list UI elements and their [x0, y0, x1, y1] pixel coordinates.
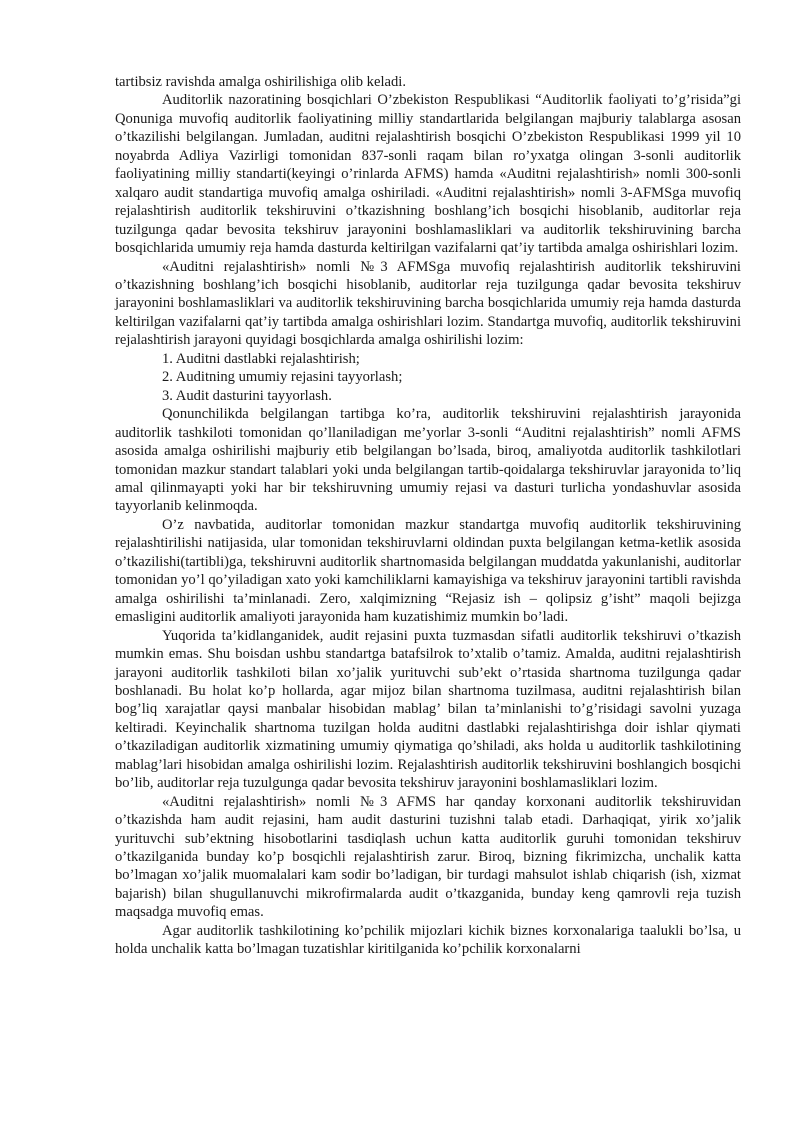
paragraph: «Auditni rejalashtirish» nomli №3 AFMSga muvofiq rejalashtirish auditorlik tekshiruvini o’tkazishning boshlang’ich bosqichi hisoblanib, auditorlar reja tuzilgunga qadar bevosita tekshiruv jarayonini boshlamasliklari va auditorlik tekshiruvining barcha bosqichlarida umumiy reja hamda dasturda keltirilgan vazifalarni qat’iy tartibda amalga oshirishlari lozim. Standartga muvofiq, auditorlik tekshiruvini rejalashtirish jarayoni quyidagi bosqichlarda amalga oshirilishi lozim:	[115, 258, 741, 349]
document-page	[115, 73, 741, 959]
paragraph: O’z navbatida, auditorlar tomonidan mazkur standartga muvofiq auditorlik tekshiruvining rejalashtirilishi natijasida, ular tomonidan tekshiruvlarni oldindan puxta belgilangan ketma-ketlik asosida o’tkazilishi(tartibli)ga, tekshiruvni auditorlik shartnomasida belgilangan muddatda yakunlanishi, auditorlar tomonidan yo’l qo’yiladigan xato yoki kamchiliklarni kamayishiga va tekshiruv jarayonini tartibli ravishda amalga oshirilishi ta’minlanadi. Zero, xalqimizning “Rejasiz ish – qolipsiz g’isht” maqoli bejizga emasligini auditorlik amaliyoti jarayonida ham kuzatishimiz mumkin bo’ladi.	[115, 516, 741, 626]
paragraph: Yuqorida ta’kidlanganidek, audit rejasini puxta tuzmasdan sifatli auditorlik tekshiruvi o’tkazish mumkin emas. Shu boisdan ushbu standartga batafsilrok to’xtalib o’tamiz. Amalda, auditni rejalashtirish jarayoni auditorlik tashkiloti bilan xo’jalik yurituvchi sub’ekt o’rtasida shartnoma tuzilgunga qadar boshlanadi. Bu holat ko’p hollarda, agar mijoz bilan shartnoma tuzilmasa, auditni rejalashtirish bilan bog’liq xarajatlar qaysi manbalar hisobidan mablag’ bilan ta’minlanishi to’g’risidagi savolni yuzaga keltiradi. Keyinchalik shartnoma tuzilgan holda auditni dastlabki rejalashtirishga doir ishlar qiymati o’tkaziladigan auditorlik xizmatining umumiy qiymatiga qo’shiladi, aks holda u auditorlik tashkilotining mablag’lari hisobidan amalga oshirilishi lozim. Rejalashtirish auditorlik tekshiruvini boshlangich bosqichi bo’lib, auditorlar reja tuzulgunga qadar bevosita tekshiruv jarayonini boshlamasliklari lozim.	[115, 627, 741, 792]
list-item: 3. Audit dasturini tayyorlash.	[162, 387, 332, 404]
list-item: 2. Auditning umumiy rejasini tayyorlash;	[162, 369, 403, 386]
paragraph: Qonunchilikda belgilangan tartibga ko’ra, auditorlik tekshiruvini rejalashtirish jarayonida auditorlik tashkiloti tomonidan qo’llaniladigan me’yorlar 3-sonli “Auditni rejalashtirish” nomli AFMS asosida amalga oshirilishi majburiy etib belgilangan bo’lsada, biroq, amaliyotda auditorlik tashkilotlari tomonidan mazkur standart talablari yoki unda belgilangan tartib-qoidalarga tekshiruvlar jarayonida to’liq amal qilinmayapti yoki har bir tekshiruvning umumiy rejasi va dasturi turlicha yondashuvlar asosida tayyorlanib kelinmoqda.	[115, 406, 741, 515]
paragraph: tartibsiz ravishda amalga oshirilishiga olib keladi.	[115, 74, 406, 90]
paragraph: «Auditni rejalashtirish» nomli №3 AFMS har qanday korxonani auditorlik tekshiruvidan o’tkazishda ham audit rejasini, ham audit dasturini tuzishni talab etadi. Darhaqiqat, yirik xo’jalik yurituvchi sub’ektning hisobotlarini tasdiqlash uchun katta auditorlik guruhi tomonidan tekshiruv o’tkazilganida bunday ko’p bosqichli rejalashtirish zarur. Biroq, bizning fikrimizcha, unchalik katta bo’lmagan xo’jalik muomalalari kam sodir bo’ladigan, bir turdagi mahsulot ishlab chiqarish (ish, xizmat bajarish) bilan shugullanuvchi mikrofirmalarda audit o’tkazganida, bunday keng qamrovli reja tuzish maqsadga muvofiq emas.	[115, 793, 741, 921]
paragraph: Agar auditorlik tashkilotining ko’pchilik mijozlari kichik biznes korxonalariga taalukli bo’lsa, u holda unchalik katta bo’lmagan tuzatishlar kiritilganida ko’pchilik korxonalarni	[115, 922, 741, 958]
paragraph: Auditorlik nazoratining bosqichlari O’zbekiston Respublikasi “Auditorlik faoliyati to’g’risida”gi Qonuniga muvofiq auditorlik faoliyatining milliy standartlarida belgilangan majburiy talablarga asosan o’tkazilishi belgilangan. Jumladan, auditni rejalashtirish bosqichi O’zbekiston Respublikasi 1999 yil 10 noyabrda Adliya Vazirligi tomonidan 837-sonli raqam bilan ro’yxatga olingan 3-sonli auditorlik faoliyatining milliy standarti(keyingi o’rinlarda AFMS) hamda «Auditni rejalashtirish» nomli 300-sonli xalqaro audit standartiga muvofiq amalga oshiriladi. «Auditni rejalashtirish» nomli 3-AFMSga muvofiq rejalashtirish auditorlik tekshiruvini o’tkazishning boshlang’ich bosqichi hisoblanib, auditorlar reja tuzilgunga qadar bevosita tekshiruv jarayonini boshlamasliklari va auditorlik tekshiruvining barcha bosqichlarida umumiy reja hamda dasturda keltirilgan vazifalarni qat’iy tartibda amalga oshirishlari lozim.	[115, 92, 741, 257]
list-item: 1. Auditni dastlabki rejalashtirish;	[162, 350, 360, 367]
